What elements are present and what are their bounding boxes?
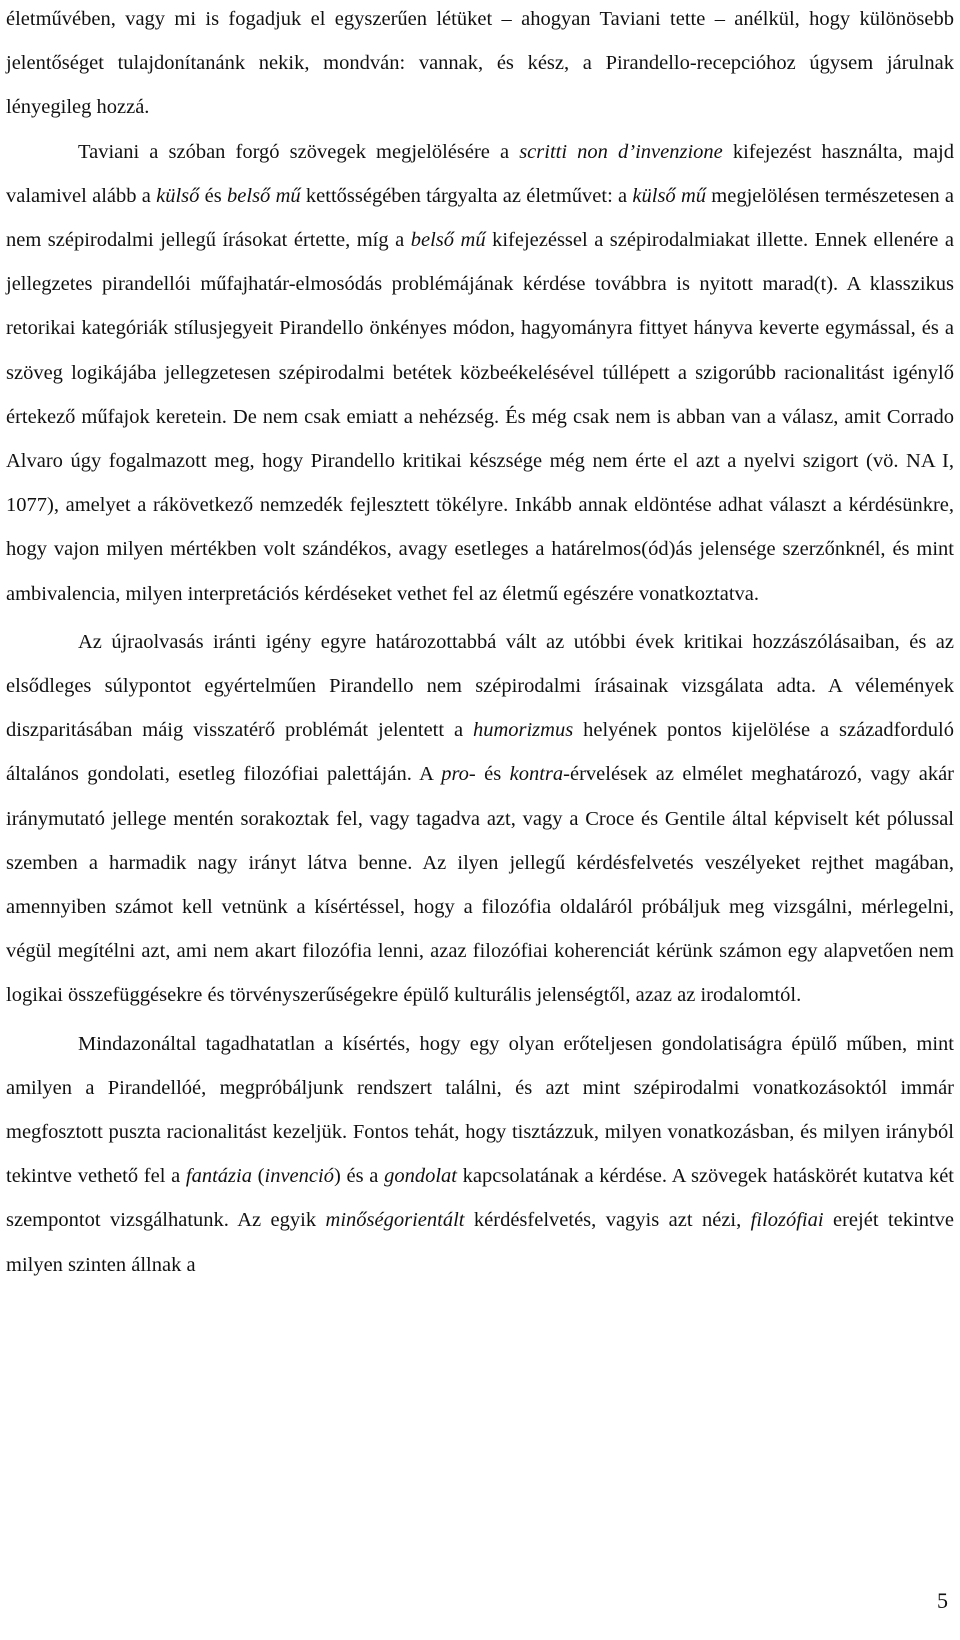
italic-run: invenció — [264, 1165, 334, 1188]
text-run: kettősségében tárgyalta az életművet: a — [300, 184, 633, 207]
text-run: Mindazonáltal tagadhatatlan a kísértés, hogy egy olyan erőteljesen gondolatiságra épülő műben, mint amilyen a Pirandellóé, megpróbáljunk rendszert találni, és azt mint szépirodalmi vonatkozásoktól immár megfosztott puszta racionalitást kezeljük. Fontos tehát, hogy tisztázzuk, milyen vonatkozásban, és milyen irányból tekintve vethető fel a — [6, 1032, 954, 1188]
italic-run: gondolat — [384, 1165, 457, 1188]
paragraph-1 — [6, 0, 954, 130]
text-run: megjelölésen természetesen a nem szépirodalmi jellegű írásokat értette, míg a — [6, 184, 955, 252]
italic-run: minőségorientált — [325, 1209, 465, 1232]
body-text — [6, 0, 954, 1287]
page-number: 5 — [937, 1588, 948, 1613]
paragraph-3 — [6, 620, 954, 1018]
italic-run: belső mű — [227, 184, 301, 207]
text-run: életművében, vagy mi is fogadjuk el egyszerűen létüket – ahogyan Taviani tette – anélkül, hogy különösebb jelentőséget tulajdonítanánk nekik, mondván: vannak, és kész, a Pirandello-recepcióhoz úgysem járulnak lényegileg hozzá. — [6, 8, 954, 119]
text-run: kapcsolatának a kérdése. A szövegek hatáskörét kutatva két szempontot vizsgálhatunk. Az egyik — [6, 1165, 954, 1232]
text-run: kifejezéssel a szépirodalmiakat illette. Ennek ellenére a jellegzetes pirandellói műfajhatár-elmosódás problémájának kérdése továbbra is nyitott marad(t). A klasszikus retorikai kategóriák stílusjegyeit Pirandello önkényes módon, hagyományra fittyet hányva keverte egymással, és a szöveg logikájába jellegzetesen szépirodalmi betétek közbeékelésével túllépett a szigorúbb racionalitást igénylő értekező műfajok keretein. De nem csak emiatt a nehézség. És még csak nem is abban van a válasz, amit Corrado Alvaro úgy fogalmazott meg, hogy Pirandello kritikai készsége még nem érte el azt a nyelvi szigort (vö. NA I, 1077), amelyet a rákövetkező nemzedék fejlesztett tökélyre. Inkább annak eldöntése adhat választ a kérdésünkre, hogy vajon milyen mértékben volt szándékos, avagy esetleges a határelmos(ód)ás jelensége szerzőnknél, és mint ambivalencia, milyen interpretációs kérdéseket vethet fel az életmű egészére vonatkoztatva. — [6, 229, 955, 605]
paragraph-2 — [6, 130, 954, 616]
italic-run: kontra — [509, 763, 564, 786]
italic-run: filozófiai — [750, 1209, 824, 1232]
italic-run: külső mű — [632, 184, 707, 207]
italic-run: scritti non d’invenzione — [519, 140, 723, 163]
text-run: Taviani a szóban forgó szövegek megjelölésére a — [78, 140, 520, 163]
italic-run: pro- — [441, 763, 476, 786]
text-run: Az újraolvasás iránti igény egyre határozottabbá vált az utóbbi évek kritikai hozzászólásaiban, és az elsődleges súlypontot egyértelműen Pirandello nem szépirodalmi írásainak vizsgálata adta. A vélemények diszparitásában máig visszatérő problémát jelentett a — [6, 630, 954, 742]
italic-run: belső mű — [410, 229, 486, 252]
italic-run: külső — [156, 184, 200, 207]
paragraph-4 — [6, 1022, 954, 1287]
text-run: ( — [251, 1165, 265, 1188]
italic-run: humorizmus — [472, 719, 574, 742]
text-run: kifejezést használta, majd valamivel alább a — [6, 140, 954, 207]
text-run: ) és a — [333, 1165, 385, 1188]
text-run: -érvelések az elmélet meghatározó, vagy akár iránymutató jellege mentén sorakoztak fel, vagy tagadva azt, vagy a Croce és Gentile által képviselt két pólussal szemben a harmadik nagy irányt látva benne. Az ilyen jellegű kérdésfelvetés veszélyeket rejthet magában, amennyiben számot kell vetnünk a kísértéssel, hogy a filozófia oldaláról próbáljuk meg vizsgálni, mérlegelni, végül megítélni azt, ami nem akart filozófia lenni, azaz filozófiai koherenciát kérünk számon egy alapvetően nem logikai összefüggésekre és törvényszerűségekre épülő kulturális jelenségtől, azaz az irodalomtól. — [6, 763, 954, 1007]
italic-run: fantázia — [185, 1165, 252, 1188]
text-run: helyének pontos kijelölése a századforduló általános gondolati, esetleg filozófiai palettáján. A — [6, 719, 954, 786]
text-run: és — [199, 184, 228, 207]
text-run: és — [475, 763, 510, 786]
text-run: kérdésfelvetés, vagyis azt nézi, — [464, 1209, 751, 1232]
text-run: erejét tekintve milyen szinten állnak a — [6, 1209, 954, 1276]
